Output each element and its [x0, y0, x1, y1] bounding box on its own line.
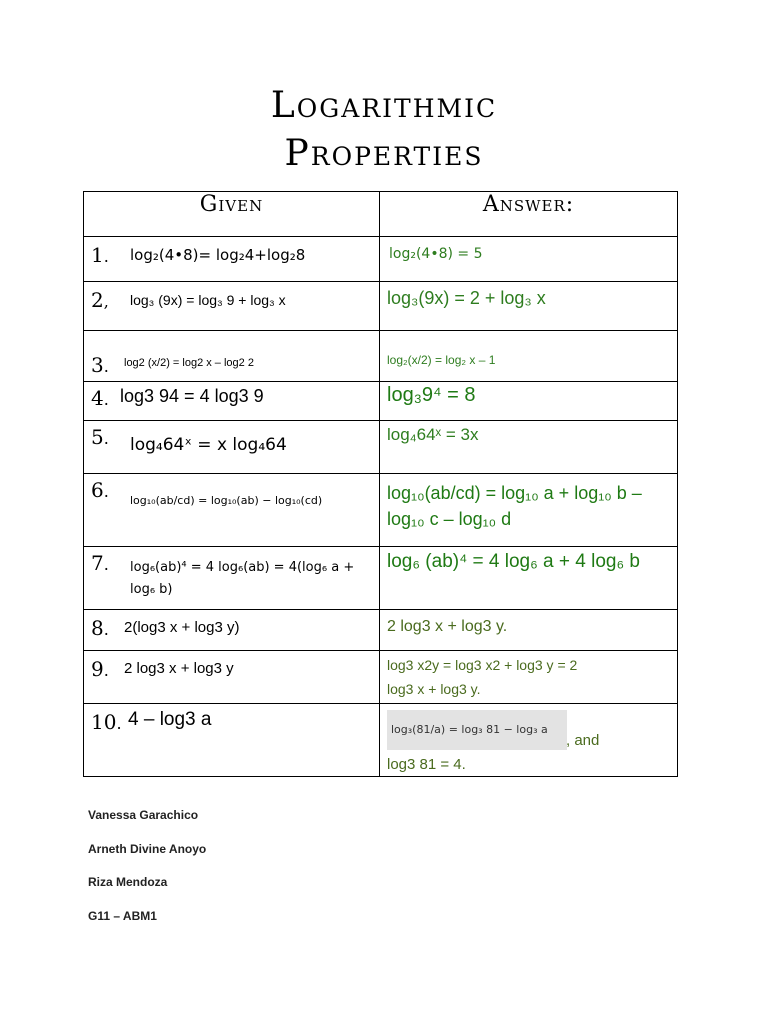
table-row [84, 651, 678, 704]
given-cell-1 [84, 237, 380, 282]
row-number-4: 4. [91, 386, 109, 410]
answer-cell-3 [380, 331, 678, 382]
given-cell-8 [84, 610, 380, 651]
given-cell-9 [84, 651, 380, 704]
table-row [84, 610, 678, 651]
title-line-2: Properties [284, 133, 484, 174]
given-formula-5: log₄64ˣ = x log₄64 [130, 435, 287, 455]
given-formula-3: log2 (x/2) = log2 x – log2 2 [124, 357, 254, 369]
table-row [84, 547, 678, 610]
given-formula-8: 2(log3 x + log3 y) [124, 619, 240, 636]
answer-cell-1 [380, 237, 678, 282]
header-answer: Answer: [380, 192, 678, 237]
row-number-7: 7. [91, 551, 109, 575]
page-title [0, 82, 768, 178]
answer-cell-7 [380, 547, 678, 610]
row-number-1: 1. [91, 243, 109, 267]
given-cell-7 [84, 547, 380, 610]
row-number-9: 9. [91, 657, 109, 681]
answer-cell-8 [380, 610, 678, 651]
answer-cell-2 [380, 282, 678, 331]
properties-table [83, 191, 678, 777]
given-formula-2: log₃ (9x) = log₃ 9 + log₃ x [130, 292, 286, 308]
answer-line-10b: log3 81 = 4. [387, 756, 466, 773]
given-cell-4 [84, 382, 380, 421]
author-2: Arneth Divine Anoyo [88, 841, 207, 856]
answer-formula-6: log₁₀(ab/cd) = log₁₀ a + log₁₀ b – log₁₀ c – log₁₀ d [387, 483, 642, 529]
table-row [84, 421, 678, 474]
row-number-3: 3. [91, 353, 109, 377]
author-list [88, 808, 206, 942]
answer-formula-8: 2 log3 x + log3 y. [387, 618, 508, 635]
answer-formula-3: log₂(x/2) = log₂ x – 1 [387, 353, 496, 367]
given-cell-6 [84, 474, 380, 547]
table-row [84, 331, 678, 382]
table-header-row [84, 192, 678, 237]
answer-formula-10: log₃(81/a) = log₃ 81 − log₃ a [387, 710, 567, 750]
row-number-2: 2, [91, 288, 109, 312]
given-formula-1: log₂(4•8)= log₂4+log₂8 [130, 246, 306, 264]
given-formula-6: log₁₀(ab/cd) = log₁₀(ab) − log₁₀(cd) [130, 494, 323, 507]
answer-formula-4: log₃9⁴ = 8 [387, 384, 476, 406]
answer-formula-1: log₂(4•8) = 5 [389, 246, 483, 262]
header-given: Given [84, 192, 380, 237]
answer-line-9a: log3 x2y = log3 x2 + log3 y = 2 [387, 657, 578, 673]
answer-cell-4 [380, 382, 678, 421]
answer-cell-10 [380, 704, 678, 777]
author-3: Riza Mendoza [88, 875, 168, 889]
answer-cell-9 [380, 651, 678, 704]
given-cell-3 [84, 331, 380, 382]
class-section: G11 – ABM1 [88, 908, 157, 923]
given-formula-4: log3 94 = 4 log3 9 [120, 386, 264, 406]
answer-formula-7: log₆ (ab)⁴ = 4 log₆ a + 4 log₆ b [387, 551, 640, 572]
author-1: Vanessa Garachico [88, 808, 199, 822]
given-formula-7: log₆(ab)⁴ = 4 log₆(ab) = 4(log₆ a + log₆ b) [130, 560, 355, 597]
answer-formula-5: log₄64ˣ = 3x [387, 425, 479, 444]
given-formula-9: 2 log3 x + log3 y [124, 660, 234, 677]
answer-formula-2: log₃(9x) = 2 + log₃ x [387, 288, 546, 308]
given-formula-10: 4 – log3 a [128, 709, 212, 730]
row-number-5: 5. [91, 425, 109, 449]
title-line-1: Logarithmic [270, 85, 498, 126]
row-number-10: 10. [91, 710, 122, 734]
given-cell-10 [84, 704, 380, 777]
row-number-6: 6. [91, 478, 109, 502]
table-row [84, 237, 678, 282]
answer-cell-5 [380, 421, 678, 474]
answer-cell-6 [380, 474, 678, 547]
answer-and-10: , and [566, 732, 600, 749]
table-row [84, 382, 678, 421]
table-row [84, 704, 678, 777]
given-cell-2 [84, 282, 380, 331]
row-number-8: 8. [91, 616, 109, 640]
given-cell-5 [84, 421, 380, 474]
table-row [84, 282, 678, 331]
answer-line-9b: log3 x + log3 y. [387, 681, 481, 697]
table-row [84, 474, 678, 547]
